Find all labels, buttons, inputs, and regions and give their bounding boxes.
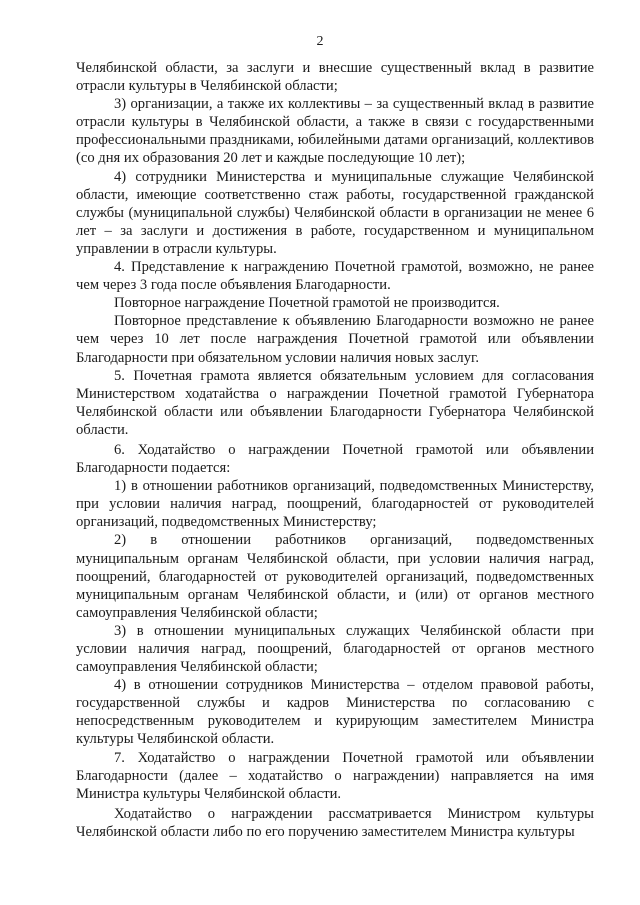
document-body: [76, 59, 594, 841]
paragraph-clause-6-item-3: 3) в отношении муниципальных служащих Челябинской области при условии наличия наград, поощрений, благодарностей от органов местного самоуправления Челябинской области;: [76, 622, 594, 676]
paragraph-clause-4: 4. Представление к награждению Почетной грамотой, возможно, не ранее чем через 3 года после объявления Благодарности.: [76, 259, 594, 294]
paragraph-item-4-employees: 4) сотрудники Министерства и муниципальные служащие Челябинской области, имеющие соответственно стаж работы, государственной гражданской службы (муниципальной службы) Челябинской области в организации не менее 6 лет – за заслуги и достижения в работе, государственном и муниципальном управлении в отрасли культуры.: [76, 168, 594, 257]
paragraph-clause-6-item-4: 4) в отношении сотрудников Министерства – отделом правовой работы, государственной службы и кадров Министерства по согласованию с непосредственным руководителем и курирующим заместителем Министра культуры Челябинской области.: [76, 677, 594, 748]
paragraph-clause-7: 7. Ходатайство о награждении Почетной грамотой или объявлении Благодарности (далее – ходатайство о награждении) направляется на имя Министра культуры Челябинской области.: [76, 749, 594, 802]
paragraph-petition-review: Ходатайство о награждении рассматривается Министром культуры Челябинской области либо по его поручению заместителем Министра культуры: [76, 805, 594, 840]
paragraph-clause-5: 5. Почетная грамота является обязательным условием для согласования Министерством ходатайства о награждении Почетной грамотой Губернатора Челябинской области или объявлении Благодарности Губернатора Челябинской области.: [76, 367, 594, 438]
paragraph-item-3-organizations: 3) организации, а также их коллективы – за существенный вклад в развитие отрасли культуры в Челябинской области, а также в связи с государственными профессиональными праздниками, юбилейными датами организаций, коллективов (со дня их образования 20 лет и каждые последующие 10 лет);: [76, 96, 594, 167]
paragraph-clause-6: 6. Ходатайство о награждении Почетной грамотой или объявлении Благодарности подается:: [76, 441, 594, 477]
paragraph-repeat-award: Повторное награждение Почетной грамотой не производится.: [114, 295, 500, 312]
page-number: 2: [316, 34, 324, 49]
paragraph-repeat-submission: Повторное представление к объявлению Благодарности возможно не ранее чем через 10 лет после награждения Почетной грамотой или объявлении Благодарности при обязательном условии наличия новых заслуг.: [76, 313, 594, 366]
paragraph-clause-6-item-1: 1) в отношении работников организаций, подведомственных Министерству, при условии наличия наград, поощрений, благодарностей от руководителей организаций, подведомственных Министерству;: [76, 478, 594, 531]
paragraph-clause-6-item-2: 2) в отношении работников организаций, подведомственных муниципальным органам Челябинской области, при условии наличия наград, поощрений, благодарностей от руководителей организаций, подведомственных муниципальным органам Челябинской области, и (или) от органов местного самоуправления Челябинской области;: [76, 532, 594, 621]
paragraph-continuation: Челябинской области, за заслуги и внесшие существенный вклад в развитие отрасли культуры в Челябинской области;: [76, 60, 594, 95]
